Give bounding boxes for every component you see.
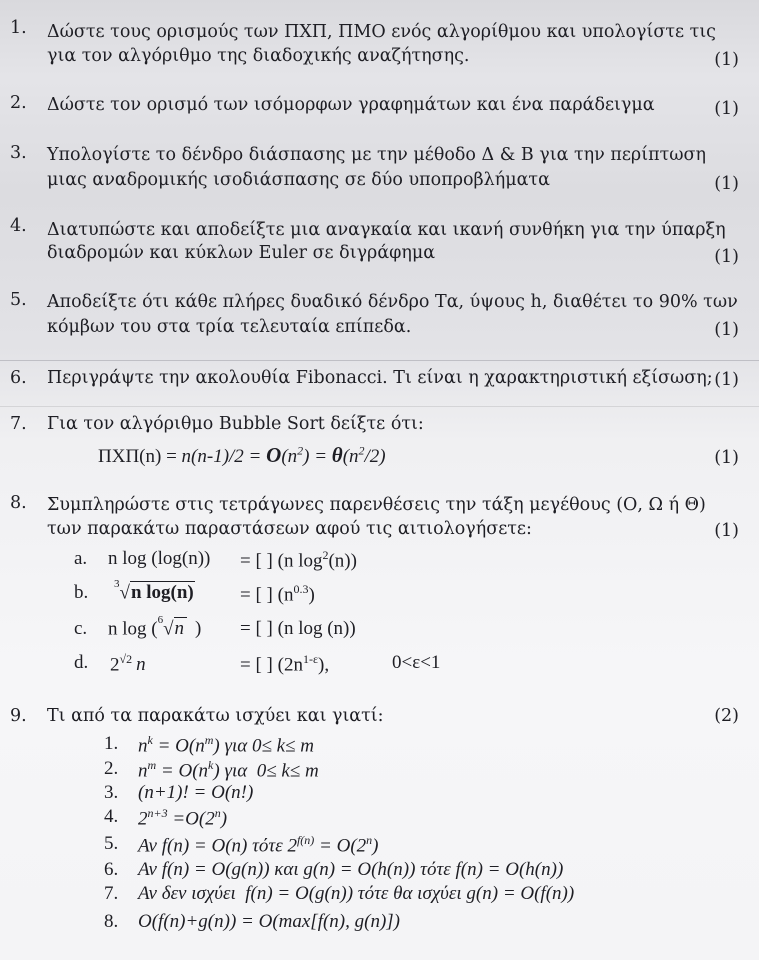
question-text: Συμπληρώστε στις τετράγωνες παρενθέσεις την τάξη μεγέθους (Ο, Ω ή Θ) <box>47 495 706 515</box>
item-condition: 0<ε<1 <box>392 652 441 673</box>
item-exponent: √2 <box>119 652 133 666</box>
paper-fold <box>0 406 759 407</box>
question-6 <box>10 368 739 398</box>
question-points: (1) <box>714 50 739 70</box>
statement-text: Αν f(n) = O(n) τότε $2^{f(n)} = O(2^n)$ <box>138 833 379 857</box>
question-points: (2) <box>714 706 739 726</box>
question-8 <box>10 493 739 549</box>
question-3 <box>10 143 739 199</box>
statement-number: 2. <box>104 758 119 779</box>
radicand: n log(n) <box>130 582 194 604</box>
question-points: (1) <box>714 247 739 267</box>
statement-number: 6. <box>104 859 119 880</box>
item-expression: 2 <box>110 654 120 676</box>
statement-text: O(f(n)+g(n)) = O(max[f(n), g(n)]) <box>138 911 401 932</box>
item-comparison: (n)) <box>328 550 357 572</box>
item-comparison: = [ ] (n log <box>240 550 323 572</box>
item-expression: ) <box>195 618 202 640</box>
question-text: Περιγράψτε την ακολουθία Fibonacci. Τι είναι η χαρακτηριστική εξίσωση; <box>47 368 713 388</box>
item-comparison: = [ ] (2n <box>240 654 303 676</box>
formula-part: (n <box>342 446 359 467</box>
question-points: (1) <box>714 320 739 340</box>
statement-number: 8. <box>104 911 119 932</box>
item-comparison: ) <box>308 584 315 606</box>
question-text: Διατυπώστε και αποδείξτε μια αναγκαία και ικανή συνθήκη για την ύπαρξη <box>47 220 726 240</box>
item-expression: n log (log(n)) <box>108 548 211 569</box>
question-number: 3. <box>10 143 27 163</box>
question-number: 4. <box>10 216 27 236</box>
statement-number: 1. <box>104 733 119 754</box>
question-text: Υπολογίστε το δένδρο διάσπασης με την μέθοδο Δ & Β για την περίπτωση <box>47 145 706 165</box>
formula-part: θ <box>331 443 343 467</box>
item-label: b. <box>74 582 89 603</box>
radicand: n <box>174 617 188 639</box>
formula-part: (n <box>281 446 298 467</box>
statement-text: $n^m = O(n^k)$ για 0≤ k≤ m <box>138 758 319 782</box>
question-text: μιας αναδρομικής ισοδιάσπασης σε δύο υποπροβλήματα <box>47 170 550 190</box>
question-number: 1. <box>10 18 27 38</box>
formula-part: 2 <box>297 443 304 458</box>
question-number: 8. <box>10 493 27 513</box>
statement-number: 5. <box>104 833 119 854</box>
question-text: διαδρομών και κύκλων Euler σε διγράφημα <box>47 243 436 263</box>
question-text: Τι από τα παρακάτω ισχύει και γιατί: <box>47 706 384 726</box>
formula-part: ΠΧΠ(n) = <box>98 446 182 467</box>
radical-sign-icon: √ <box>119 582 130 604</box>
formula-part: /2) <box>364 446 386 467</box>
paper-fold <box>0 360 759 361</box>
question-text: Για τον αλγόριθμο Bubble Sort δείξτε ότι: <box>47 414 424 434</box>
item-label: d. <box>74 652 89 673</box>
question-number: 9. <box>10 706 27 726</box>
formula-part: O <box>266 443 282 467</box>
formula-part: ) = <box>303 446 332 467</box>
question-text: κόμβων του στα τρία τελευταία επίπεδα. <box>47 317 412 337</box>
formula-part: n(n-1)/2 = <box>181 446 267 467</box>
item-label: a. <box>74 548 88 569</box>
statement-text: Αν f(n) = O(g(n)) και g(n) = O(h(n)) τότε f(n) = O(h(n)) <box>138 859 564 880</box>
question-text: Δώστε τον ορισμό των ισόμορφων γραφημάτων και ένα παράδειγμα <box>47 95 655 115</box>
question-number: 2. <box>10 93 27 113</box>
question-number: 7. <box>10 414 27 434</box>
statement-text: $n^k = O(n^m)$ για 0≤ k≤ m <box>138 733 314 757</box>
question-points: (1) <box>714 370 739 390</box>
question-text: Αποδείξτε ότι κάθε πλήρες δυαδικό δένδρο Τα, ύψους h, διαθέτει το 90% των <box>47 292 738 312</box>
question-points: (1) <box>714 174 739 194</box>
root-index: 6 <box>157 614 164 626</box>
question-2 <box>10 93 739 123</box>
question-points: (1) <box>714 521 739 541</box>
question-5 <box>10 290 739 346</box>
question-text: για τον αλγόριθμο της διαδοχικής αναζήτησης. <box>47 46 470 66</box>
statement-number: 7. <box>104 883 119 904</box>
statement-text: Αν δεν ισχύει f(n) = O(g(n)) τότε θα ισχύει g(n) = O(f(n)) <box>138 883 575 904</box>
item-exponent: 2 <box>322 548 329 562</box>
radical-sign-icon: √ <box>163 618 174 640</box>
statement-text: (n+1)! = O(n!) <box>138 782 254 803</box>
bubble-sort-formula <box>98 443 386 468</box>
item-exponent: 0.3 <box>293 582 309 596</box>
question-points: (1) <box>714 448 739 468</box>
formula-part: 2 <box>358 443 365 458</box>
item-expression: n <box>136 654 146 676</box>
question-text: Δώστε τους ορισμούς των ΠΧΠ, ΠΜΟ ενός αλγορίθμου και υπολογίστε τις <box>47 22 716 42</box>
statement-number: 3. <box>104 782 119 803</box>
question-text: των παρακάτω παραστάσεων αφού τις αιτιολογήσετε: <box>47 519 532 539</box>
item-comparison: ), <box>318 654 330 676</box>
question-points: (1) <box>714 99 739 119</box>
item-comparison: = [ ] (n <box>240 584 294 606</box>
item-comparison: = [ ] (n log (n)) <box>240 618 356 639</box>
item-exponent: 1-ε <box>302 652 318 666</box>
question-4 <box>10 216 739 272</box>
statement-text: $2^{n+3} =O(2^n)$ <box>138 806 228 830</box>
item-expression: n log ( <box>108 618 158 640</box>
question-1 <box>10 18 739 74</box>
question-number: 5. <box>10 290 27 310</box>
question-number: 6. <box>10 368 27 388</box>
item-label: c. <box>74 618 88 639</box>
question-9 <box>10 706 739 736</box>
root-index: 3 <box>114 578 120 590</box>
statement-number: 4. <box>104 806 119 827</box>
